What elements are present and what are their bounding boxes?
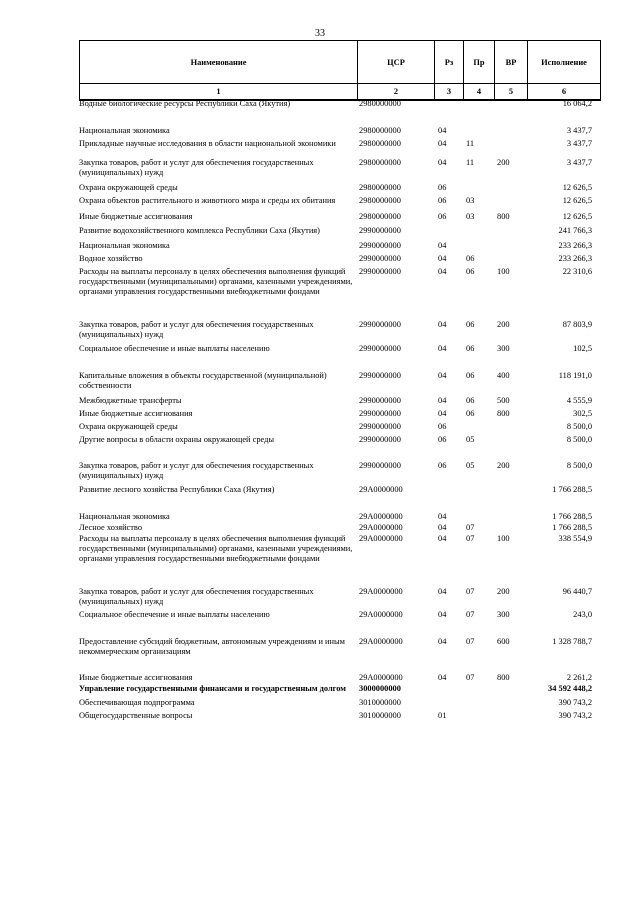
col-num-5: 5 [495,84,528,101]
row-csr: 2990000000 [359,241,401,250]
row-vr: 200 [497,158,510,167]
row-csr: 2990000000 [359,254,401,263]
col-name-header: Наименование [80,41,358,84]
row-ex: 34 592 448,2 [548,684,592,693]
row-vr: 200 [497,587,510,596]
row-name: Водные биологические ресурсы Республики Саха (Якутия) [79,99,291,108]
row-name: Общегосударственные вопросы [79,711,193,720]
row-rz: 04 [438,267,447,276]
table-row [79,534,600,564]
row-name: Лесное хозяйство [79,523,143,532]
row-name: Национальная экономика [79,512,170,521]
row-ex: 16 064,2 [562,99,592,108]
table-row [79,409,600,419]
row-csr: 29А0000000 [359,673,403,682]
row-name: Другие вопросы в области охраны окружающей среды [79,435,275,444]
row-ex: 12 626,5 [562,183,592,192]
row-rz: 06 [438,212,447,221]
row-rz: 06 [438,435,447,444]
row-ex: 8 500,0 [566,422,592,431]
table-row [79,461,600,481]
row-ex: 4 555,9 [566,396,592,405]
row-pr: 03 [466,212,475,221]
row-rz: 04 [438,523,447,532]
row-csr: 2990000000 [359,267,401,276]
row-rz: 04 [438,610,447,619]
row-name: Водное хозяйство [79,254,143,263]
table-row [79,523,600,533]
row-name: Иные бюджетные ассигнования [79,409,193,418]
table-row [79,587,600,607]
table-row [79,254,600,264]
row-pr: 05 [466,461,475,470]
row-ex: 1 766 288,5 [552,512,592,521]
row-csr: 2990000000 [359,409,401,418]
row-name: Расходы на выплаты персоналу в целях обеспечения выполнения функций государственными (муниципальными) органами, казенными учреждениями, органами управления государственными внебюджетными фондами [79,534,353,563]
row-pr: 06 [466,254,475,263]
row-csr: 2990000000 [359,320,401,329]
row-name: Национальная экономика [79,241,170,250]
row-csr: 2980000000 [359,126,401,135]
table-row [79,267,600,297]
table-row [79,126,600,136]
row-vr: 400 [497,371,510,380]
table-row [79,396,600,406]
row-csr: 2980000000 [359,196,401,205]
row-ex: 8 500,0 [566,461,592,470]
table-row [79,226,600,236]
table-body [79,99,600,721]
row-csr: 29А0000000 [359,523,403,532]
row-rz: 04 [438,587,447,596]
row-name: Расходы на выплаты персоналу в целях обеспечения выполнения функций государственными (муниципальными) органами, казенными учреждениями, органами управления государственными внебюджетными фондами [79,267,353,296]
row-ex: 1 328 788,7 [552,637,592,646]
row-pr: 07 [466,523,475,532]
row-ex: 338 554,9 [558,534,592,543]
row-name: Закупка товаров, работ и услуг для обеспечения государственных (муниципальных) нужд [79,461,314,480]
table-row [79,673,600,683]
row-vr: 800 [497,673,510,682]
row-csr: 29А0000000 [359,610,403,619]
row-pr: 06 [466,320,475,329]
table-row [79,344,600,354]
row-csr: 29А0000000 [359,637,403,646]
row-csr: 2990000000 [359,461,401,470]
row-ex: 1 766 288,5 [552,485,592,494]
row-csr: 2990000000 [359,371,401,380]
table-row [79,212,600,222]
row-csr: 2990000000 [359,396,401,405]
row-rz: 04 [438,254,447,263]
row-name: Социальное обеспечение и иные выплаты населению [79,610,270,619]
row-csr: 2980000000 [359,158,401,167]
row-ex: 22 310,6 [562,267,592,276]
table-row [79,139,600,149]
row-csr: 2980000000 [359,139,401,148]
row-name: Предоставление субсидий бюджетным, автономным учреждениям и иным некоммерческим организациям [79,637,345,656]
table-row [79,637,600,657]
row-vr: 100 [497,534,510,543]
row-ex: 87 803,9 [562,320,592,329]
row-csr: 29А0000000 [359,587,403,596]
row-rz: 04 [438,241,447,250]
row-csr: 29А0000000 [359,534,403,543]
row-ex: 390 743,2 [558,711,592,720]
row-name: Иные бюджетные ассигнования [79,673,193,682]
row-ex: 118 191,0 [558,371,592,380]
row-name: Закупка товаров, работ и услуг для обеспечения государственных (муниципальных) нужд [79,158,314,177]
row-ex: 1 766 288,5 [552,523,592,532]
row-rz: 01 [438,711,447,720]
row-rz: 04 [438,512,447,521]
row-vr: 100 [497,267,510,276]
col-num-2: 2 [358,84,435,101]
row-rz: 04 [438,534,447,543]
row-rz: 04 [438,371,447,380]
row-ex: 241 766,3 [558,226,592,235]
row-ex: 12 626,5 [562,196,592,205]
row-vr: 800 [497,212,510,221]
row-rz: 04 [438,344,447,353]
row-rz: 06 [438,183,447,192]
row-vr: 800 [497,409,510,418]
row-rz: 06 [438,461,447,470]
table-row [79,711,600,721]
row-name: Национальная экономика [79,126,170,135]
row-ex: 12 626,5 [562,212,592,221]
row-ex: 96 440,7 [562,587,592,596]
table-row [79,610,600,620]
row-name: Охрана объектов растительного и животного мира и среды их обитания [79,196,336,205]
col-num-6: 6 [528,84,601,101]
row-vr: 500 [497,396,510,405]
row-rz: 04 [438,320,447,329]
row-rz: 04 [438,409,447,418]
row-rz: 04 [438,396,447,405]
row-csr: 2990000000 [359,226,401,235]
row-ex: 3 437,7 [566,158,592,167]
table-row [79,422,600,432]
page-number: 33 [315,28,325,39]
row-csr: 2980000000 [359,183,401,192]
table-header [79,40,601,101]
table-row [79,320,600,340]
row-rz: 04 [438,126,447,135]
row-csr: 3010000000 [359,698,401,707]
row-name: Закупка товаров, работ и услуг для обеспечения государственных (муниципальных) нужд [79,587,314,606]
col-rz-header: Рз [435,41,464,84]
row-ex: 233 266,3 [558,241,592,250]
row-ex: 2 261,2 [566,673,592,682]
table-row [79,99,600,109]
row-pr: 06 [466,267,475,276]
row-vr: 200 [497,320,510,329]
row-name: Охрана окружающей среды [79,183,178,192]
row-rz: 04 [438,158,447,167]
row-pr: 07 [466,610,475,619]
row-vr: 300 [497,344,510,353]
col-vr-header: ВР [495,41,528,84]
col-pr-header: Пр [464,41,495,84]
table-row [79,371,600,391]
row-vr: 200 [497,461,510,470]
row-csr: 2980000000 [359,212,401,221]
row-csr: 3010000000 [359,711,401,720]
row-rz: 04 [438,673,447,682]
row-ex: 3 437,7 [566,126,592,135]
row-ex: 8 500,0 [566,435,592,444]
row-pr: 06 [466,371,475,380]
row-ex: 243,0 [573,610,592,619]
table-row [79,158,600,178]
row-pr: 06 [466,409,475,418]
row-name: Закупка товаров, работ и услуг для обеспечения государственных (муниципальных) нужд [79,320,314,339]
row-pr: 11 [466,158,475,167]
row-csr: 29А0000000 [359,485,403,494]
row-ex: 390 743,2 [558,698,592,707]
row-pr: 07 [466,673,475,682]
row-csr: 2990000000 [359,435,401,444]
table-row [79,183,600,193]
row-rz: 04 [438,139,447,148]
col-num-4: 4 [464,84,495,101]
row-pr: 07 [466,637,475,646]
table-row [79,684,600,694]
col-num-1: 1 [80,84,358,101]
row-name: Межбюджетные трансферты [79,396,182,405]
col-num-3: 3 [435,84,464,101]
table-row [79,241,600,251]
row-name: Социальное обеспечение и иные выплаты населению [79,344,270,353]
row-ex: 302,5 [573,409,592,418]
row-vr: 600 [497,637,510,646]
row-pr: 06 [466,344,475,353]
row-name: Капитальные вложения в объекты государственной (муниципальной) собственности [79,371,327,390]
row-name: Обеспечивающая подпрограмма [79,698,195,707]
row-vr: 300 [497,610,510,619]
col-ex-header: Исполнение [528,41,601,84]
row-rz: 06 [438,422,447,431]
table-row [79,196,600,206]
table-row [79,698,600,708]
row-csr: 29А0000000 [359,512,403,521]
row-ex: 3 437,7 [566,139,592,148]
row-name: Развитие водохозяйственного комплекса Республики Саха (Якутия) [79,226,320,235]
table-row [79,512,600,522]
row-csr: 2990000000 [359,344,401,353]
row-pr: 07 [466,534,475,543]
row-csr: 2980000000 [359,99,401,108]
table-row [79,485,600,495]
row-pr: 06 [466,396,475,405]
row-ex: 233 266,3 [558,254,592,263]
row-pr: 05 [466,435,475,444]
row-pr: 11 [466,139,475,148]
row-name: Иные бюджетные ассигнования [79,212,193,221]
row-name: Развитие лесного хозяйства Республики Саха (Якутия) [79,485,275,494]
row-pr: 03 [466,196,475,205]
row-ex: 102,5 [573,344,592,353]
col-csr-header: ЦСР [358,41,435,84]
row-name: Прикладные научные исследования в области национальной экономики [79,139,336,148]
table-row [79,435,600,445]
row-pr: 07 [466,587,475,596]
row-name: Охрана окружающей среды [79,422,178,431]
row-rz: 04 [438,637,447,646]
row-csr: 3000000000 [359,684,401,693]
row-name: Управление государственными финансами и государственным долгом [79,684,346,693]
row-rz: 06 [438,196,447,205]
row-csr: 2990000000 [359,422,401,431]
